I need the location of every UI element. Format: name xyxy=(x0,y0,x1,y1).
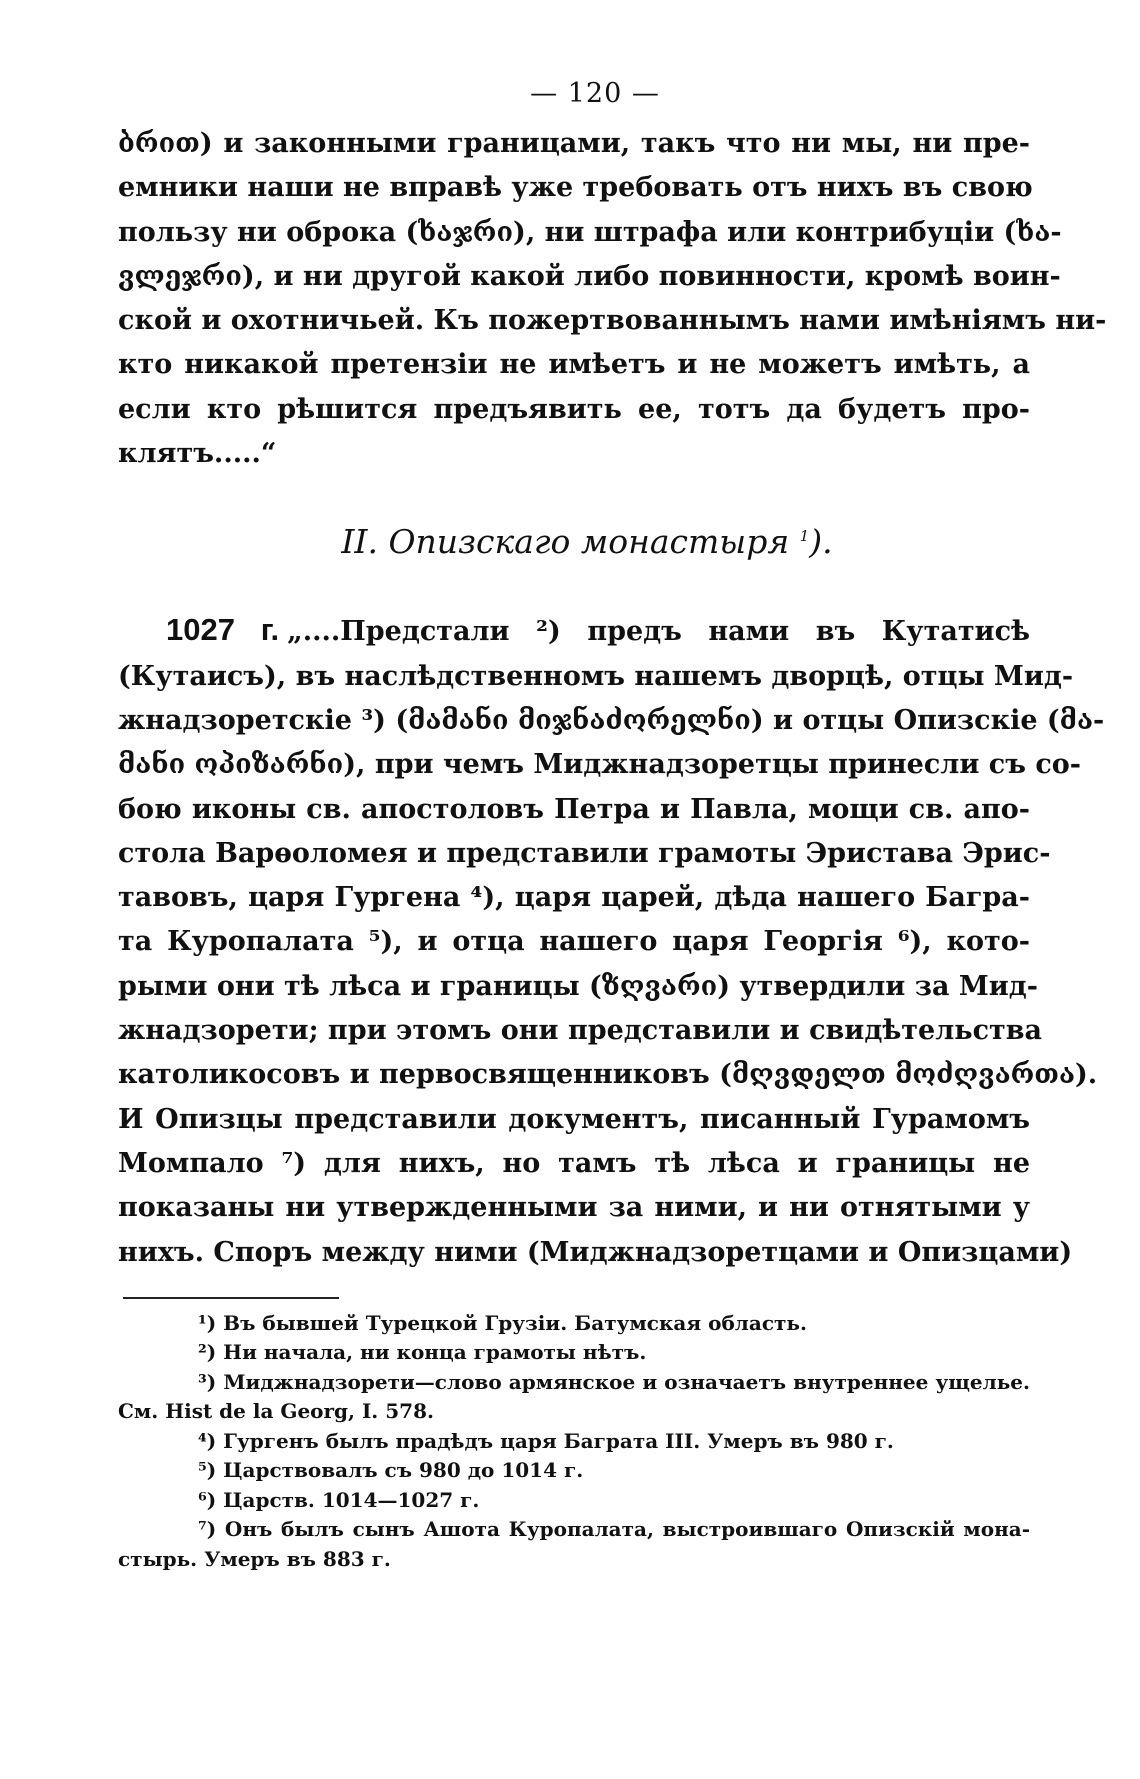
section-heading xyxy=(144,522,1030,566)
text-line: католикосовъ и первосвященниковъ (მღვდელთ მოძღვართა). xyxy=(118,1059,1098,1091)
text-line: მანი ოპიზარნი), при чемъ Миджнадзоретцы принесли съ со- xyxy=(118,749,1081,781)
text-line: ской и охотничьей. Къ пожертвованнымъ нами имѣніямъ ни- xyxy=(118,305,1107,337)
footnote-7 xyxy=(118,1515,1030,1574)
text-line: И Опизцы представили документъ, писанный Гурамомъ xyxy=(118,1103,1030,1135)
text-line: (Кутаисъ), въ наслѣдственномъ нашемъ дворцѣ, отцы Мид- xyxy=(118,660,1074,692)
paragraph-2 xyxy=(118,608,1105,1274)
text-line: клятъ.....“ xyxy=(118,438,277,470)
page-number: — 120 — xyxy=(530,78,660,109)
paragraph-1 xyxy=(118,122,1107,476)
text-line-first xyxy=(118,608,1030,654)
text-line: нихъ. Споръ между ними (Миджнадзоретцами и Опизцами) xyxy=(118,1236,1073,1268)
book-page xyxy=(118,78,1107,1574)
footnote-text: ¹) Въ бывшей Турецкой Грузіи. Батумская область. xyxy=(198,1310,807,1335)
text-line: жнадзорети; при этомъ они представили и свидѣтельства xyxy=(118,1015,1042,1047)
footnote-2 xyxy=(118,1338,1030,1368)
footnote-text: ⁵) Царствовалъ съ 980 до 1014 г. xyxy=(198,1458,584,1483)
text-line: кто никакой претензіи не имѣетъ и не можетъ имѣть, а xyxy=(118,349,1030,381)
footnote-1 xyxy=(118,1309,1030,1339)
section-heading-text: II. Опизскаго монастыря xyxy=(341,522,790,562)
year-label: 1027 г. xyxy=(166,612,280,648)
text-line: показаны ни утвержденными за ними, и ни отнятыми у xyxy=(118,1192,1030,1224)
text-line: пользу ни оброка (ხაჯრი), ни штрафа или контрибуціи (ხა- xyxy=(118,216,1062,248)
text-line: Момпало ⁷) для нихъ, но тамъ тѣ лѣса и границы не xyxy=(118,1147,1030,1179)
footnote-separator xyxy=(123,1297,339,1299)
footnote-text-continued: стырь. Умеръ въ 883 г. xyxy=(118,1546,391,1571)
text-line: жнадзоретскіе ³) (მამანი მიჯნაძორელნი) и отцы Опизскіе (მა- xyxy=(118,704,1105,736)
footnote-3 xyxy=(118,1368,1030,1427)
text-line: бою иконы св. апостоловъ Петра и Павла, мощи св. апо- xyxy=(118,793,1030,825)
footnote-text-continued: См. Hist de la Georg, I. 578. xyxy=(118,1399,434,1424)
text-line: та Куропалата ⁵), и отца нашего царя Георгія ⁶), кото- xyxy=(118,926,1030,958)
footnote-4 xyxy=(118,1427,1030,1457)
text-line: ვლეჯრი), и ни другой какой либо повинности, кромѣ воин- xyxy=(118,260,1061,292)
footnote-ref: 1 xyxy=(799,527,810,546)
footnote-text: ⁶) Царств. 1014—1027 г. xyxy=(198,1487,480,1512)
footnote-text: ²) Ни начала, ни конца грамоты нѣтъ. xyxy=(198,1340,647,1365)
footnotes xyxy=(118,1309,1030,1575)
text-line: ბრით) и законными границами, такъ что ни мы, ни пре- xyxy=(118,128,1030,159)
text-line: рыми они тѣ лѣса и границы (ზღვარი) утвердили за Мид- xyxy=(118,970,1038,1002)
footnote-text: ³) Миджнадзорети—слово армянское и означаетъ внутреннее ущелье. xyxy=(198,1369,1030,1394)
footnote-5 xyxy=(118,1456,1030,1486)
text-line: стола Варѳоломея и представили грамоты Эристава Эрис- xyxy=(118,837,1051,869)
footnote-6 xyxy=(118,1486,1030,1516)
footnote-text: ⁷) Онъ былъ сынъ Ашота Куропалата, выстроившаго Опизскій мона- xyxy=(198,1517,1030,1542)
text-line: емники наши не вправѣ уже требовать отъ нихъ въ свою xyxy=(118,172,1033,204)
section-heading-closing: ). xyxy=(809,522,833,562)
text-line: тавовъ, царя Гургена ⁴), царя царей, дѣда нашего Багра- xyxy=(118,882,1030,914)
text-line: если кто рѣшится предъявить ее, тотъ да будетъ про- xyxy=(118,393,1030,425)
first-line-text: „....Предстали ²) предъ нами въ Кутатисѣ xyxy=(287,616,1030,648)
footnote-text: ⁴) Гургенъ былъ прадѣдъ царя Баграта III. Умеръ въ 980 г. xyxy=(198,1428,894,1453)
